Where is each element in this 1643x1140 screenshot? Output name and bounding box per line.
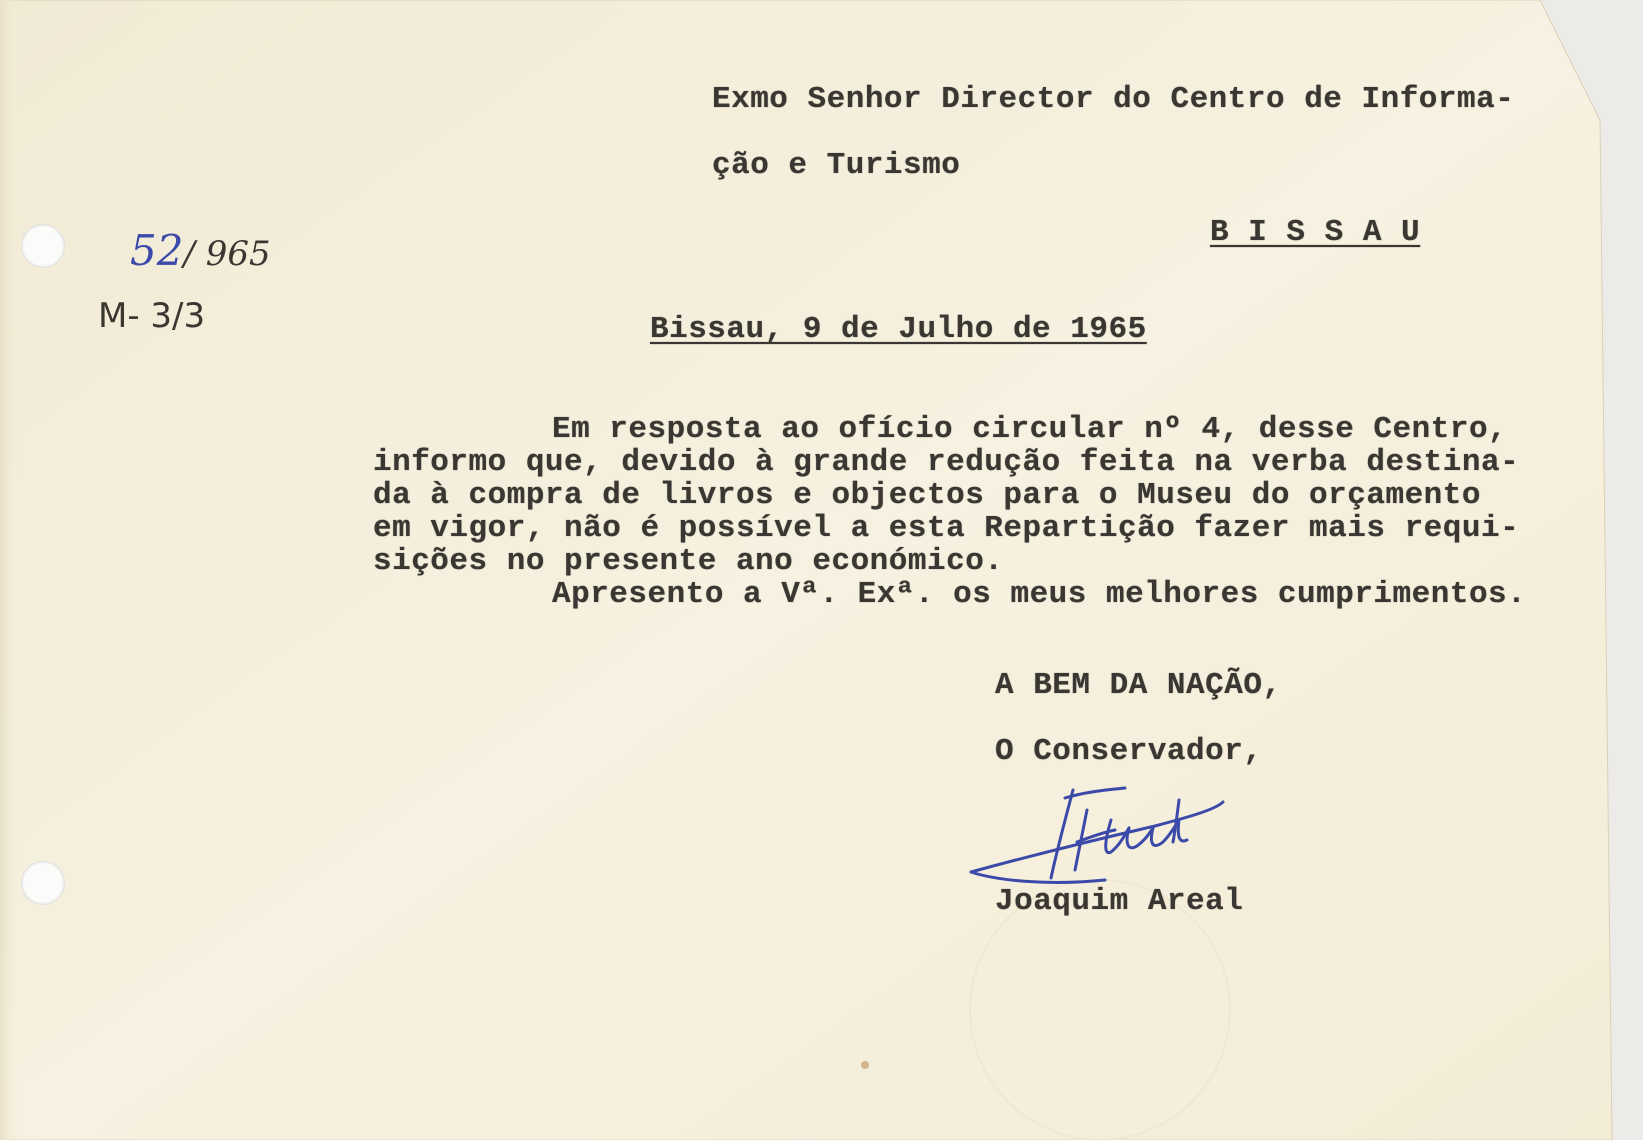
signature: [965, 780, 1245, 900]
body-line-1: Em resposta ao ofício circular nº 4, desse Centro,: [552, 412, 1508, 447]
recipient-line-1: Exmo Senhor Director do Centro de Informa-: [712, 82, 1515, 117]
body-line-2: informo que, devido à grande redução feita na verba destina-: [373, 445, 1520, 480]
signatory-title: O Conservador,: [995, 734, 1263, 769]
date-line: Bissau, 9 de Julho de 1965: [650, 312, 1147, 347]
ref-code: M- 3/3: [98, 296, 206, 336]
file-year: / 965: [183, 234, 271, 274]
file-number: [130, 226, 271, 275]
body-line-4: em vigor, não é possível a esta Repartição fazer mais requi-: [373, 511, 1520, 546]
body-line-3: da à compra de livros e objectos para o Museu do orçamento: [373, 478, 1481, 513]
punch-hole-bottom: [21, 861, 65, 905]
signatory-name: Joaquim Areal: [995, 884, 1244, 919]
body-line-5: sições no presente ano económico.: [373, 544, 1004, 579]
file-number-handwritten: 52: [130, 226, 184, 275]
body-line-6: Apresento a Vª. Exª. os meus melhores cumprimentos.: [552, 577, 1527, 612]
city-heading: B I S S A U: [1210, 215, 1421, 250]
closing: A BEM DA NAÇÃO,: [995, 668, 1282, 703]
punch-hole-top: [21, 224, 65, 268]
recipient-line-2: ção e Turismo: [712, 148, 961, 183]
